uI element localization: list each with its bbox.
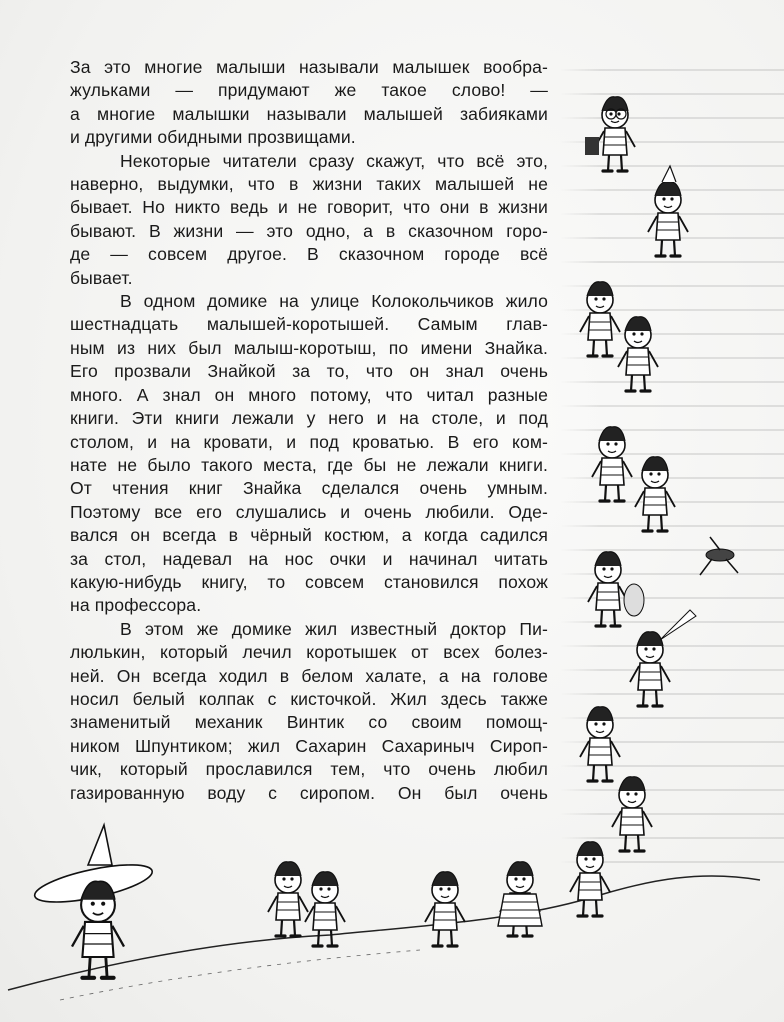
text-line: люлькин, который лечил коротышек от всех болез- (70, 642, 548, 663)
text-line: книги. Эти книги лежали у него и на столе, и под (70, 408, 548, 429)
character-vintik (268, 862, 308, 936)
character-kid-5 (592, 427, 632, 501)
character-znayka (585, 97, 635, 171)
text-line: де — совсем другое. В сказочном городе всё (70, 244, 548, 265)
text-line: нате не было такого места, где бы не лежали книги. (70, 454, 548, 475)
text-line: чик, который прославился тем, что очень любил (70, 759, 548, 780)
text-line: В этом же домике жил известный доктор Пи- (120, 618, 548, 639)
text-line: За это многие малыши называли малышек вообра- (70, 57, 548, 77)
character-kid-4 (618, 317, 658, 391)
text-line: знаменитый механик Винтик со своим помощ- (70, 712, 548, 733)
character-kid-11 (612, 777, 652, 851)
character-kid-17 (570, 842, 610, 916)
character-pilyulkin (648, 166, 688, 256)
text-line: носил белый колпак с кисточкой. Жил здесь также (70, 688, 548, 709)
text-line: за стол, надевал на нос очки и начинал читать (70, 548, 548, 569)
character-kid-6 (635, 457, 675, 531)
character-grasshopper (700, 537, 738, 575)
text-line: Его прозвали Знайкой за то, что он знал очень (70, 361, 548, 382)
text-line: ней. Он всегда ходил в белом халате, а на голове (70, 665, 548, 686)
text-line: бывает. Но никто ведь и не говорит, что они в жизни (70, 197, 548, 218)
text-line: а многие малышки называли малышей забияками (70, 103, 548, 124)
text-line: шестнадцать малышей-коротышей. Самым глав- (70, 314, 548, 335)
text-line: От чтения книг Знайка сделался очень умным. (70, 478, 548, 499)
text-line: много. А знал он много потому, что читал разные (70, 384, 548, 405)
character-kid-3 (580, 282, 620, 356)
text-line: Поэтому все его слушались и очень любили. Оде- (70, 501, 548, 522)
text-line: на профессора. (70, 595, 202, 616)
ground-line (8, 876, 760, 990)
text-line: газированную воду с сиропом. Он был очень (70, 782, 548, 803)
text-line: наверно, выдумки, что в жизни таких малышей не (70, 174, 548, 195)
text-line: бывает. (70, 267, 133, 288)
character-neznayka (32, 825, 155, 978)
character-guslya (630, 610, 696, 706)
text-line: какую-нибудь книгу, то совсем становился похож (70, 571, 548, 592)
character-kid-15 (425, 872, 465, 946)
character-kid-16 (498, 862, 542, 936)
character-tyubik (588, 552, 644, 626)
text-line: ником Шпунтиком; жил Сахарин Сахариныч Сироп- (70, 735, 548, 756)
text-line: вался он всегда в чёрный костюм, а когда садился (70, 525, 548, 546)
text-line: жульками — придумают же такое слово! — (70, 80, 548, 101)
text-line: В одном домике на улице Колокольчиков жило (120, 291, 548, 312)
text-line: Некоторые читатели сразу скажут, что всё это, (120, 150, 548, 171)
text-line: и другими обидными прозвищами. (70, 127, 356, 148)
text-line: ным из них был малыш-коротыш, по имени Знайка. (70, 337, 548, 358)
character-kid-10 (580, 707, 620, 781)
text-line: бывают. В жизни — это одно, а в сказочном горо- (70, 220, 548, 241)
text-line: столом, и на кровати, и под кроватью. В его ком- (70, 431, 548, 452)
